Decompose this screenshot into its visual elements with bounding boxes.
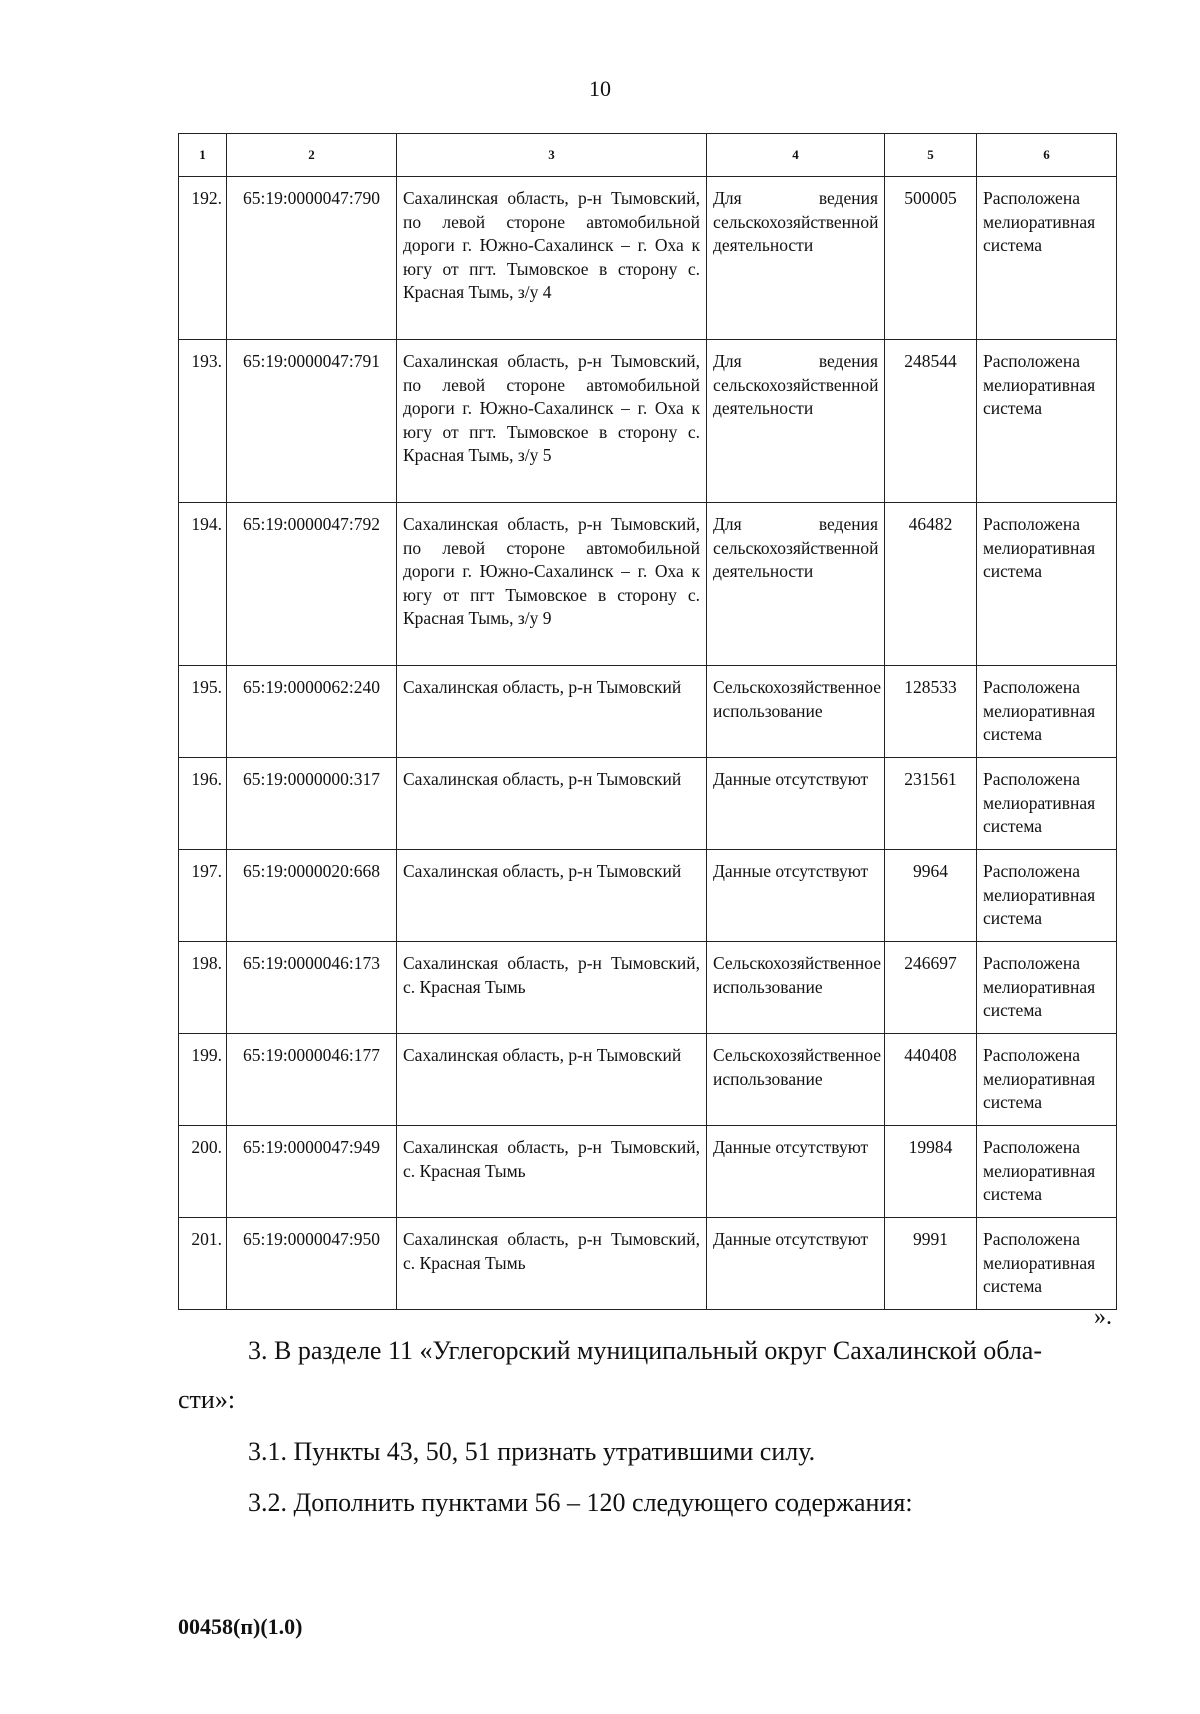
cadastral-number: 65:19:0000047:949 <box>227 1126 397 1218</box>
plot-note: Расположена мелиоративная система <box>977 1218 1117 1310</box>
plot-note: Расположена мелиоративная система <box>977 942 1117 1034</box>
permitted-use: Для ведения сельскохозяйственной деятельности <box>707 503 885 666</box>
table-row <box>179 1218 1117 1310</box>
column-header: 1 <box>179 134 227 177</box>
plot-note: Расположена мелиоративная система <box>977 340 1117 503</box>
plot-note: Расположена мелиоративная система <box>977 1034 1117 1126</box>
cadastral-number: 65:19:0000046:173 <box>227 942 397 1034</box>
page-number: 10 <box>589 76 611 101</box>
row-number: 199. <box>179 1034 227 1126</box>
permitted-use: Сельскохозяйственное использование <box>707 666 885 758</box>
permitted-use: Данные отсутствуют <box>707 1218 885 1310</box>
plot-area: 19984 <box>885 1126 977 1218</box>
column-header: 3 <box>397 134 707 177</box>
plot-area: 248544 <box>885 340 977 503</box>
permitted-use: Данные отсутствуют <box>707 1126 885 1218</box>
row-number: 195. <box>179 666 227 758</box>
plot-note: Расположена мелиоративная система <box>977 758 1117 850</box>
plot-location: Сахалинская область, р-н Тымовский, по левой стороне автомобильной дороги г. Южно-Сахалинск – г. Оха к югу от пгт. Тымовское в сторону с. Красная Тымь, з/у 5 <box>397 340 707 503</box>
row-number: 196. <box>179 758 227 850</box>
permitted-use: Данные отсутствуют <box>707 758 885 850</box>
table-row <box>179 942 1117 1034</box>
table-row <box>179 503 1117 666</box>
table-row <box>179 177 1117 340</box>
plot-location: Сахалинская область, р-н Тымовский, с. Красная Тымь <box>397 1218 707 1310</box>
paragraph-section-3-continuation: сти»: <box>178 1385 236 1414</box>
plot-note: Расположена мелиоративная система <box>977 177 1117 340</box>
permitted-use: Для ведения сельскохозяйственной деятельности <box>707 177 885 340</box>
plot-location: Сахалинская область, р-н Тымовский <box>397 666 707 758</box>
column-header: 4 <box>707 134 885 177</box>
permitted-use: Данные отсутствуют <box>707 850 885 942</box>
plot-area: 440408 <box>885 1034 977 1126</box>
column-header: 6 <box>977 134 1117 177</box>
plot-area: 500005 <box>885 177 977 340</box>
paragraph-3-2: 3.2. Дополнить пунктами 56 – 120 следующего содержания: <box>248 1488 913 1517</box>
document-code: 00458(п)(1.0) <box>178 1614 303 1639</box>
table-row <box>179 1126 1117 1218</box>
permitted-use: Сельскохозяйственное использование <box>707 1034 885 1126</box>
plot-note: Расположена мелиоративная система <box>977 1126 1117 1218</box>
cadastral-number: 65:19:0000062:240 <box>227 666 397 758</box>
plot-location: Сахалинская область, р-н Тымовский, с. Красная Тымь <box>397 942 707 1034</box>
plot-location: Сахалинская область, р-н Тымовский, по левой стороне автомобильной дороги г. Южно-Сахалинск – г. Оха к югу от пгт Тымовское в сторону с. Красная Тымь, з/у 9 <box>397 503 707 666</box>
row-number: 201. <box>179 1218 227 1310</box>
plot-area: 9964 <box>885 850 977 942</box>
closing-quote: ». <box>1094 1304 1112 1330</box>
cadastral-number: 65:19:0000020:668 <box>227 850 397 942</box>
plot-location: Сахалинская область, р-н Тымовский, с. Красная Тымь <box>397 1126 707 1218</box>
cadastral-number: 65:19:0000047:790 <box>227 177 397 340</box>
cadastral-number: 65:19:0000047:950 <box>227 1218 397 1310</box>
plot-note: Расположена мелиоративная система <box>977 666 1117 758</box>
plot-area: 9991 <box>885 1218 977 1310</box>
table-row <box>179 340 1117 503</box>
plot-location: Сахалинская область, р-н Тымовский <box>397 758 707 850</box>
permitted-use: Сельскохозяйственное использование <box>707 942 885 1034</box>
cadastral-number: 65:19:0000000:317 <box>227 758 397 850</box>
paragraph-3-1: 3.1. Пункты 43, 50, 51 признать утратившими силу. <box>248 1437 816 1466</box>
table-row <box>179 850 1117 942</box>
cadastral-number: 65:19:0000047:792 <box>227 503 397 666</box>
plot-note: Расположена мелиоративная система <box>977 850 1117 942</box>
plot-area: 246697 <box>885 942 977 1034</box>
plot-location: Сахалинская область, р-н Тымовский <box>397 1034 707 1126</box>
row-number: 193. <box>179 340 227 503</box>
column-header: 2 <box>227 134 397 177</box>
plot-area: 46482 <box>885 503 977 666</box>
permitted-use: Для ведения сельскохозяйственной деятельности <box>707 340 885 503</box>
plot-area: 231561 <box>885 758 977 850</box>
land-plots-table <box>178 133 1117 1310</box>
plot-location: Сахалинская область, р-н Тымовский <box>397 850 707 942</box>
row-number: 192. <box>179 177 227 340</box>
table-row <box>179 758 1117 850</box>
plot-area: 128533 <box>885 666 977 758</box>
plot-location: Сахалинская область, р-н Тымовский, по левой стороне автомобильной дороги г. Южно-Сахалинск – г. Оха к югу от пгт. Тымовское в сторону с. Красная Тымь, з/у 4 <box>397 177 707 340</box>
plot-note: Расположена мелиоративная система <box>977 503 1117 666</box>
table-row <box>179 1034 1117 1126</box>
paragraph-section-3: 3. В разделе 11 «Углегорский муниципальный округ Сахалинской обла- <box>248 1336 1043 1365</box>
table-row <box>179 666 1117 758</box>
cadastral-number: 65:19:0000047:791 <box>227 340 397 503</box>
row-number: 200. <box>179 1126 227 1218</box>
cadastral-number: 65:19:0000046:177 <box>227 1034 397 1126</box>
column-header: 5 <box>885 134 977 177</box>
table-header-row <box>179 134 1117 177</box>
row-number: 197. <box>179 850 227 942</box>
row-number: 198. <box>179 942 227 1034</box>
row-number: 194. <box>179 503 227 666</box>
